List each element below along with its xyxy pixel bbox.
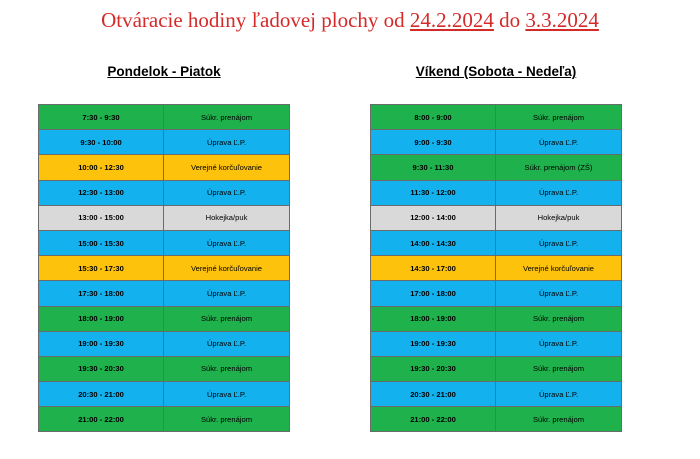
time-cell: 8:00 - 9:00 — [371, 105, 496, 129]
time-cell: 12:00 - 14:00 — [371, 206, 496, 230]
schedule-row — [39, 281, 290, 306]
activity-cell: Verejné korčuľovanie — [496, 256, 622, 280]
time-cell: 13:00 - 15:00 — [39, 206, 164, 230]
activity-cell: Úprava Ľ.P. — [164, 382, 290, 406]
activity-cell: Súkr. prenájom — [496, 105, 622, 129]
schedule-row — [39, 130, 290, 155]
activity-cell: Úprava Ľ.P. — [496, 382, 622, 406]
time-cell: 11:30 - 12:00 — [371, 181, 496, 205]
schedule-row — [371, 231, 622, 256]
activity-cell: Úprava Ľ.P. — [496, 130, 622, 154]
schedule-row — [371, 382, 622, 407]
activity-cell: Úprava Ľ.P. — [496, 281, 622, 305]
time-cell: 21:00 - 22:00 — [371, 407, 496, 431]
activity-cell: Úprava Ľ.P. — [164, 130, 290, 154]
schedule-row — [39, 206, 290, 231]
schedule-row — [371, 206, 622, 231]
schedule-row — [371, 155, 622, 180]
activity-cell: Úprava Ľ.P. — [496, 332, 622, 356]
activity-cell: Súkr. prenájom — [164, 307, 290, 331]
activity-cell: Úprava Ľ.P. — [164, 281, 290, 305]
activity-cell: Úprava Ľ.P. — [164, 332, 290, 356]
time-cell: 14:00 - 14:30 — [371, 231, 496, 255]
schedule-row — [371, 256, 622, 281]
time-cell: 20:30 - 21:00 — [371, 382, 496, 406]
schedule-row — [371, 357, 622, 382]
time-cell: 19:00 - 19:30 — [371, 332, 496, 356]
time-cell: 19:00 - 19:30 — [39, 332, 164, 356]
schedule-row — [371, 130, 622, 155]
time-cell: 9:30 - 10:00 — [39, 130, 164, 154]
time-cell: 18:00 - 19:00 — [371, 307, 496, 331]
time-cell: 21:00 - 22:00 — [39, 407, 164, 431]
activity-cell: Súkr. prenájom — [496, 307, 622, 331]
title-prefix: Otváracie hodiny ľadovej plochy od — [101, 8, 405, 32]
schedule-row — [39, 407, 290, 432]
weekend-heading: Víkend (Sobota - Nedeľa) — [415, 64, 577, 79]
schedule-row — [371, 181, 622, 206]
weekday-heading: Pondelok - Piatok — [107, 64, 221, 79]
schedule-row — [371, 307, 622, 332]
weekday-schedule-table — [38, 104, 290, 432]
time-cell: 14:30 - 17:00 — [371, 256, 496, 280]
title-date-to: 3.3.2024 — [525, 8, 599, 32]
time-cell: 17:30 - 18:00 — [39, 281, 164, 305]
activity-cell: Súkr. prenájom (ZŠ) — [496, 155, 622, 179]
schedule-row — [371, 281, 622, 306]
time-cell: 10:00 - 12:30 — [39, 155, 164, 179]
time-cell: 9:00 - 9:30 — [371, 130, 496, 154]
activity-cell: Úprava Ľ.P. — [496, 181, 622, 205]
activity-cell: Súkr. prenájom — [164, 357, 290, 381]
schedule-row — [39, 332, 290, 357]
time-cell: 15:30 - 17:30 — [39, 256, 164, 280]
schedule-row — [39, 357, 290, 382]
schedule-row — [39, 382, 290, 407]
schedule-row — [39, 181, 290, 206]
time-cell: 17:00 - 18:00 — [371, 281, 496, 305]
schedule-row — [39, 307, 290, 332]
schedule-row — [371, 407, 622, 432]
activity-cell: Úprava Ľ.P. — [164, 231, 290, 255]
schedule-row — [371, 332, 622, 357]
time-cell: 19:30 - 20:30 — [39, 357, 164, 381]
title-connector: do — [499, 8, 521, 32]
schedule-row — [39, 256, 290, 281]
activity-cell: Verejné korčuľovanie — [164, 256, 290, 280]
activity-cell: Súkr. prenájom — [164, 105, 290, 129]
time-cell: 7:30 - 9:30 — [39, 105, 164, 129]
schedule-row — [39, 105, 290, 130]
schedule-row — [39, 231, 290, 256]
title-date-from: 24.2.2024 — [409, 8, 494, 32]
time-cell: 15:00 - 15:30 — [39, 231, 164, 255]
page-title — [0, 8, 700, 33]
activity-cell: Hokejka/puk — [496, 206, 622, 230]
time-cell: 19:30 - 20:30 — [371, 357, 496, 381]
activity-cell: Úprava Ľ.P. — [164, 181, 290, 205]
activity-cell: Súkr. prenájom — [496, 357, 622, 381]
activity-cell: Úprava Ľ.P. — [496, 231, 622, 255]
activity-cell: Verejné korčuľovanie — [164, 155, 290, 179]
schedule-row — [371, 105, 622, 130]
weekend-schedule-table — [370, 104, 622, 432]
time-cell: 12:30 - 13:00 — [39, 181, 164, 205]
time-cell: 9:30 - 11:30 — [371, 155, 496, 179]
time-cell: 18:00 - 19:00 — [39, 307, 164, 331]
activity-cell: Hokejka/puk — [164, 206, 290, 230]
schedule-row — [39, 155, 290, 180]
activity-cell: Súkr. prenájom — [164, 407, 290, 431]
time-cell: 20:30 - 21:00 — [39, 382, 164, 406]
activity-cell: Súkr. prenájom — [496, 407, 622, 431]
